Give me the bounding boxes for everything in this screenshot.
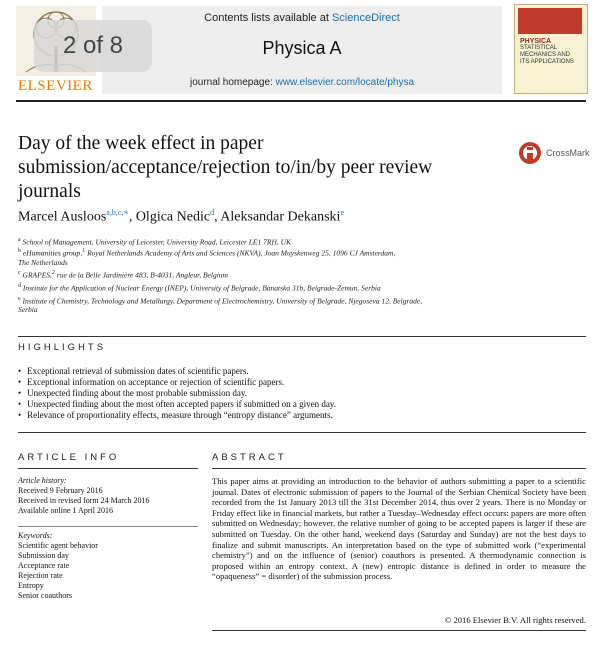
author-list: [18, 208, 344, 226]
affiliation: [18, 269, 498, 280]
highlights-top-rule: [18, 336, 586, 337]
affiliation: [18, 282, 498, 293]
page-counter-badge: 2 of 8: [34, 20, 152, 72]
contents-prefix: Contents lists available at: [204, 12, 332, 24]
journal-homepage-link[interactable]: www.elsevier.com/locate/physa: [275, 77, 415, 88]
keywords-block: [18, 531, 98, 601]
cover-caption: [520, 38, 580, 66]
affiliation-text: Royal Netherlands Academy of Arts and Sciences (NKVA), Joan Muyskenweg 25, 1096 CJ Amsterdam,: [87, 248, 396, 258]
highlights-heading: HIGHLIGHTS: [18, 342, 107, 353]
affiliation-footnote-marker: 2: [51, 270, 55, 276]
title-line: journals: [18, 181, 81, 202]
journal-name: Physica A: [262, 38, 342, 58]
affiliation: [18, 258, 498, 267]
title-line: Day of the week effect in paper: [18, 133, 264, 154]
article-title: [18, 132, 488, 204]
keyword: Entropy: [18, 581, 44, 590]
keyword: Acceptance rate: [18, 561, 70, 570]
cover-subtitle: STATISTICAL MECHANICS AND ITS APPLICATIONS: [520, 45, 574, 65]
publisher-name: ELSEVIER: [18, 78, 93, 94]
crossmark-icon[interactable]: [518, 140, 542, 166]
keywords-rule: [18, 526, 198, 527]
highlights-list: [18, 366, 336, 421]
author-affil-marker[interactable]: a,b,c,∗: [106, 208, 129, 217]
cover-title-band: [518, 8, 582, 34]
homepage-line: [102, 77, 502, 88]
highlight-item: • Exceptional retrieval of submission dates of scientific papers.: [18, 366, 336, 377]
abstract-rule: [212, 468, 586, 469]
affiliation-marker: b: [18, 248, 21, 254]
header-rule: [16, 100, 586, 102]
history-entry: Received 9 February 2016: [18, 486, 103, 495]
keyword: Senior coauthors: [18, 591, 72, 600]
homepage-prefix: journal homepage:: [189, 77, 276, 88]
affiliation-text: rue de la Belle Jardinière 483, B-4031, Angleur, Belgium: [56, 270, 228, 280]
article-info-heading: ARTICLE INFO: [18, 452, 120, 463]
article-history-label: Article history:: [18, 476, 67, 485]
affiliation-text: The Netherlands: [18, 258, 68, 267]
author-separator: ,: [214, 209, 221, 225]
article-info-rule: [18, 468, 198, 469]
affiliation-marker: d: [18, 283, 21, 289]
article-history: [18, 476, 150, 516]
contents-line: [102, 12, 502, 24]
sciencedirect-link[interactable]: ScienceDirect: [331, 12, 400, 24]
affiliation: [18, 247, 498, 258]
crossmark-label[interactable]: CrossMark: [546, 148, 590, 158]
affiliation: [18, 295, 498, 306]
highlight-item: • Unexpected finding about the most probable submission day.: [18, 388, 336, 399]
affiliation-text: Institute for the Application of Nuclear Energy (INEP), University of Belgrade, Banatska 31b, Belgrade-Zemun, Serbia: [22, 283, 381, 293]
copyright-notice: © 2016 Elsevier B.V. All rights reserved.: [444, 615, 586, 625]
abstract-text: This paper aims at providing an introduction to the behavior of authors submitting a paper to a scientific journal. Dates of electronic submission of papers to the Journal of the Serbian Chemical Society have been recorded from the 1st January 2013 till the 31st December 2014, thus over 2 years. There is no Monday or Friday effect like in financial markets, but rather a Tuesday–Wednesday effect occurs: papers are more often submitted on Wednesday; however, the relative number of going to be accepted papers is larger if these are submitted on Tuesday. On the other hand, weekend days (Saturday and Sunday) are not the best days to finalize and submit manuscripts. An interpretation based on the type of submitted work (“experimental chemistry”) and on the influence of (senior) coauthors is presented. A thermodynamic connection is proposed within an entropy context. A (new) entropic distance is defined in order to measure the “opaqueness” = disorder) of the submission process.: [212, 476, 586, 582]
abstract-heading: ABSTRACT: [212, 452, 287, 463]
abstract-bottom-rule: [212, 630, 586, 631]
author-name[interactable]: Olgica Nedic: [135, 209, 211, 225]
keyword: Scientific agent behavior: [18, 541, 98, 550]
affiliation-marker: c: [18, 270, 21, 276]
title-line: submission/acceptance/rejection to/in/by peer review: [18, 157, 433, 178]
affiliation-text: GRAPES,: [22, 270, 52, 280]
affiliation-marker: a: [18, 237, 21, 243]
affiliation-text: Serbia: [18, 305, 38, 314]
affiliation-text: Institute of Chemistry, Technology and Metallurgy, Department of Electrochemistry, University of Belgrade, Njegoseva 12, Belgrade,: [22, 296, 423, 306]
affiliation-marker: e: [18, 296, 21, 302]
affiliation-text: School of Management, University of Leicester, University Road, Leicester LE1 7RH, UK: [22, 237, 292, 247]
author-name[interactable]: Aleksandar Dekanski: [220, 209, 341, 225]
affiliation-footnote-marker: 1: [82, 248, 86, 254]
highlight-item: • Exceptional information on acceptance or rejection of scientific papers.: [18, 377, 336, 388]
author-name[interactable]: Marcel Ausloos: [18, 209, 107, 225]
affiliation: [18, 236, 498, 247]
affiliation-text: eHumanities group,: [22, 248, 83, 258]
highlights-bottom-rule: [18, 432, 586, 433]
keyword: Rejection rate: [18, 571, 63, 580]
history-entry: Received in revised form 24 March 2016: [18, 496, 150, 505]
author-affil-marker[interactable]: d: [210, 208, 215, 217]
cover-journal: PHYSICA: [520, 38, 552, 45]
highlight-item: • Relevance of proportionality effects, measure through “entropy distance” arguments.: [18, 410, 336, 421]
affiliation: [18, 305, 498, 314]
author-affil-marker[interactable]: e: [340, 208, 344, 217]
author-separator: ,: [128, 209, 136, 225]
highlight-item: • Unexpected finding about the most often accepted papers if submitted on a given day.: [18, 399, 336, 410]
history-entry: Available online 1 April 2016: [18, 506, 113, 515]
keywords-label: Keywords:: [18, 531, 53, 540]
keyword: Submission day: [18, 551, 69, 560]
